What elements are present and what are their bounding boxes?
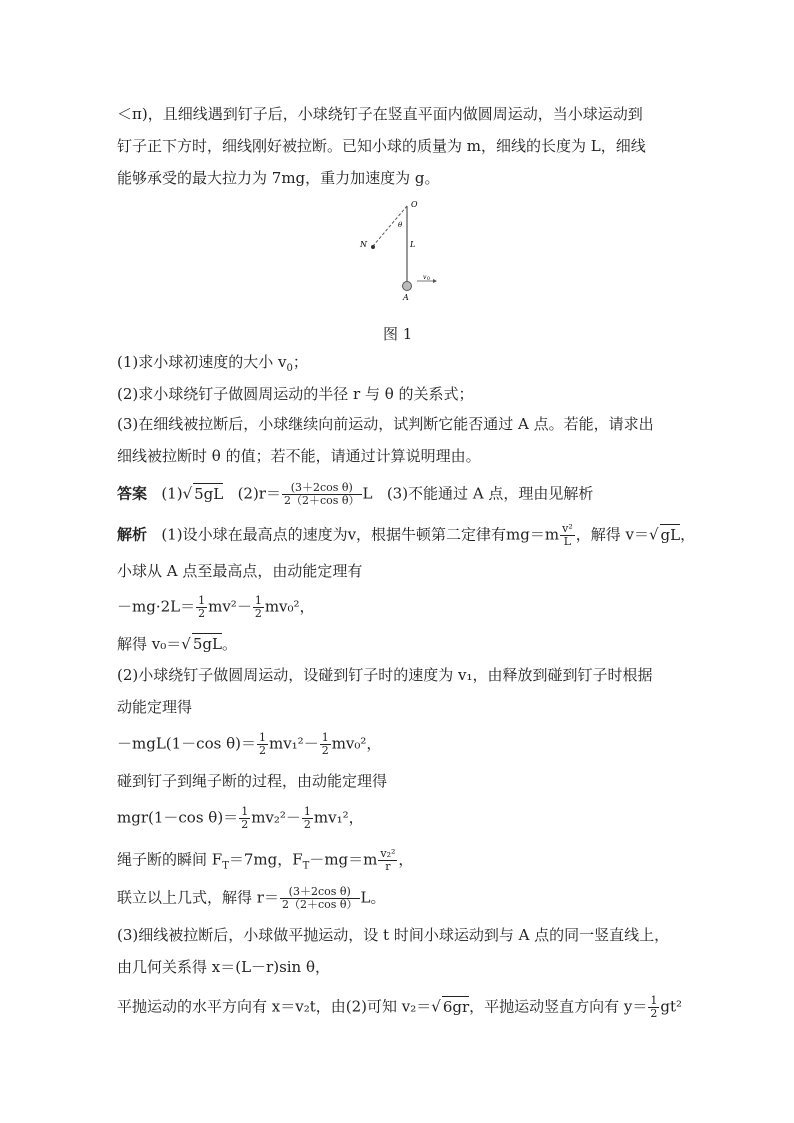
- solution-label: 解析: [117, 525, 148, 544]
- answer-line: 答案 (1)√ 5gL (2)r＝ $\frac{\text{(3＋2cos θ)}}{\text{2（2＋cos θ）}}$ L (3)不能通过 A 点，理由见解析: [117, 481, 594, 507]
- question-1: (1)求小球初速度的大小 $v_0$；: [117, 353, 308, 374]
- problem-line-3: 能够承受的最大拉力为 7mg，重力加速度为 g。: [117, 169, 440, 187]
- label-n: N: [360, 240, 367, 249]
- solution-line-11: 联立以上几式，解得 r＝ $\frac{\text{(3＋2cos θ)}}{\text{2（2＋cos θ）}}$ L。: [117, 885, 386, 911]
- solution-line-1: 解析 (1)设小球在最高点的速度为v，根据牛顿第二定律有mg＝m $\frac{\text{v²}}{L}$ ，解得 v＝√ gL，: [117, 522, 696, 548]
- pendulum-figure: [340, 192, 450, 302]
- question-3-cont: 细线被拉断时 θ 的值；若不能，请通过计算说明理由。: [117, 447, 481, 465]
- label-v0: v: [423, 274, 427, 281]
- solution-line-8: 碰到钉子到绳子断的过程，由动能定理得: [117, 772, 388, 790]
- question-2: (2)求小球绕钉子做圆周运动的半径 r 与 θ 的关系式；: [117, 385, 474, 403]
- problem-line-2: 钉子正下方时，细线刚好被拉断。已知小球的质量为 m，细线的长度为 L，细线: [117, 137, 646, 155]
- label-l: L: [410, 240, 416, 249]
- solution-line-13: 由几何关系得 x＝(L－r)sin θ，: [117, 958, 331, 976]
- solution-line-5: (2)小球绕钉子做圆周运动，设碰到钉子时的速度为 v₁，由释放到碰到钉子时根据: [117, 666, 653, 684]
- label-a: A: [403, 293, 409, 302]
- problem-line-1: ＜π)，且细线遇到钉子后，小球绕钉子在竖直平面内做圆周运动，当小球运动到: [117, 105, 643, 123]
- solution-line-10: 绳子断的瞬间 $F_T=7mg$，$F_T-mg=m$ $\frac{\text{v₂²}}{r}$ ，: [117, 847, 414, 873]
- answer-label: 答案: [117, 484, 148, 503]
- solution-line-2: 小球从 A 点至最高点，由动能定理有: [117, 562, 363, 580]
- label-theta: θ: [398, 221, 403, 229]
- solution-line-14: 平抛运动的水平方向有 x＝v₂t，由(2)可知 v₂＝√ 6gr，平抛运动竖直方向有 y＝ $\frac{1}{2}$ gt²: [117, 994, 683, 1020]
- solution-line-6: 动能定理得: [117, 698, 193, 716]
- solution-line-12: (3)细线被拉断后，小球做平抛运动，设 t 时间小球运动到与 A 点的同一竖直线上，: [117, 926, 670, 944]
- figure-caption: 图 1: [383, 325, 413, 343]
- question-3: (3)在细线被拉断后，小球继续向前运动，试判断它能否通过 A 点。若能，请求出: [117, 415, 654, 433]
- solution-line-9: mgr(1－cos θ)＝ $\frac{1}{2}$ mv₂²－ $\frac{1}{2}$ mv₁²，: [117, 805, 364, 831]
- solution-line-3: －mg·2L＝ $\frac{1}{2}$ mv²－ $\frac{1}{2}$ mv₀²，: [117, 594, 315, 620]
- solution-line-7: －mgL(1－cos θ)＝ $\frac{1}{2}$ mv₁²－ $\frac{1}{2}$ mv₀²，: [117, 731, 382, 757]
- label-o: O: [411, 200, 418, 209]
- label-v0-sub: 0: [427, 277, 430, 282]
- solution-line-4: 解得 v₀＝√ 5gL。: [117, 635, 237, 653]
